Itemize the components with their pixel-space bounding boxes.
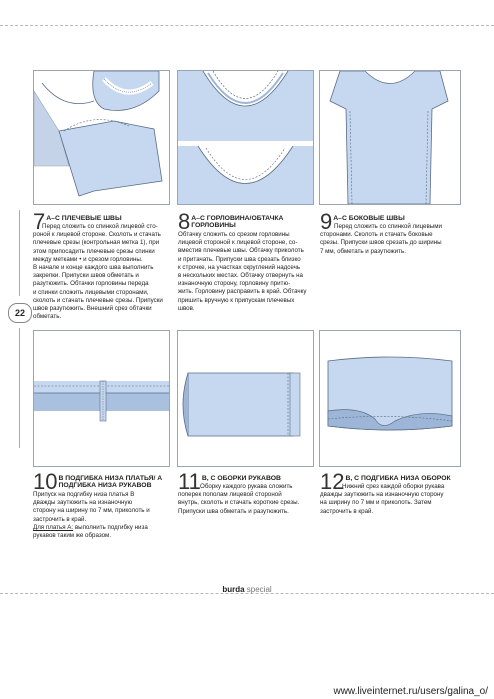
step-number: 11 [178,469,201,494]
step-11 [178,469,318,516]
step-text-line: разутюжить. Обтачки горловины переда [33,280,149,288]
step-text-line: Перед сложить со спинкой лицевой сто- [42,223,158,230]
illustration-dress-hem [33,330,170,467]
step-number: 12 [320,469,345,494]
step-text-line: поперек пополам лицевой стороной [178,491,282,499]
step-text-line: срезы. Припуски швов срезать до ширины [320,239,442,247]
illustration-ruffle-hem [319,330,461,467]
step-text-line: вместив плечевые швы. Обтачку приколоть [178,247,304,255]
step-text-line: лицевой стороной к лицевой стороне, со- [178,239,298,247]
step-title: А–С ГОРЛОВИНА/ОБТАЧКА ГОРЛОВИНЫ [191,215,284,230]
illustration-shoulder-seams [33,70,170,205]
page-number: 22 [8,303,32,323]
step-number: 7 [33,209,46,234]
step-title: В, С ОБОРКИ РУКАВОВ [201,475,281,482]
step-number: 9 [320,209,333,234]
illustration-sleeve-ruffles [177,330,314,467]
step-text-line: и спинки сложить лицевыми сторонами, [33,288,149,296]
step-text-line: сколоть и стачать плечевые срезы. Припуски [33,296,163,304]
step-text-line: обметать. [33,313,62,321]
step-text-line: в нескольких местах. Обтачку отвернуть на [178,272,303,280]
step-text-line: дважды заутюжить на изнаночную [33,499,133,507]
step-text-line: Перед сложить со спинкой лицевыми [334,223,442,230]
step-8 [178,209,316,313]
step-12 [320,469,462,516]
step-title: А–С БОКОВЫЕ ШВЫ [333,215,405,222]
brand-name: burda [222,585,245,594]
step-text-line: В начале и конце каждого шва выполнить [33,264,154,272]
illustration-side-seams [319,70,461,205]
step-title: В, С ПОДГИБКА НИЗА ОБОРОК [345,475,451,482]
step-text-line: изнаночную сторону, горловину притю- [178,280,291,288]
step-text-line: внутрь, сколоть и стачать короткие срезы. [178,499,300,507]
step-text-line: сторону на ширину по 7 мм, приколоть и [33,507,150,515]
step-title: А–С ПЛЕЧЕВЫЕ ШВЫ [46,215,122,222]
step-number: 8 [178,209,191,234]
step-text-line: рукавов таким же образом. [33,532,112,540]
step-text-line: выполнить подгибку низа [73,523,148,531]
step-text-line: Оборку каждого рукава сложить [200,483,293,490]
step-text-line: пришить вручную к припускам плечевых [178,296,295,304]
step-text-line: застрочить в край. [33,515,87,523]
top-dashed-rule [0,25,494,26]
step-10 [33,469,173,540]
margin-line [19,210,20,296]
step-text-line: застрочить в край. [320,507,374,515]
step-title: В ПОДГИБКА НИЗА ПЛАТЬЯ/ А ПОДГИБКА НИЗА РУКАВОВ [58,475,163,490]
step-text-line: жить. Горловину расправить в край. Обтачку [178,288,307,296]
step-text-line: Обтачку сложить со срезом горловины [178,231,290,238]
step-text-line: роной к лицевой стороне. Сколоть и стачать [33,231,161,239]
note-label: Для платья А: [33,523,74,531]
step-text-line: швов. [178,304,195,312]
step-number: 10 [33,469,58,494]
step-text-line: 7 мм, обметать и разутюжить. [320,247,406,255]
step-text-line: плечевые срезы (контрольная метка 1), при [33,239,160,247]
step-text-line: Припуски шва обметать и разутюжить. [178,507,289,515]
site-watermark: www.liveinternet.ru/users/galina_o/ [333,686,488,697]
step-text-line: и притачать. Припуски шва срезать близко [178,255,301,263]
step-text-line: этом припосадить плечевые срезы спинки [33,247,155,255]
step-text-line: дважды заутюжить на изнаночную сторону [320,491,444,499]
footer-brand [0,585,494,594]
margin-line [19,328,20,448]
step-text-line: Припуск на подгибку низа платья В [33,491,135,498]
step-9 [320,209,460,256]
step-text-line: к строчке, на участках скруглений надсечь [178,263,301,271]
step-text-line: между метками • и срезом горловины. [33,255,143,263]
illustration-neckline-facing [177,70,314,205]
step-text-line: швов разутюжить. Внешний срез обтачки [33,305,152,313]
step-text-line: сторонами. Сколоть и стачать боковые [320,231,433,239]
step-text-line: на ширину по 7 мм и приколоть. Затем [320,499,432,507]
brand-suffix: special [246,585,272,594]
step-text-line: Нижний срез каждой оборки рукава [342,483,445,490]
step-7 [33,209,171,321]
step-text-line: закрепки. Припуски швов обметать и [33,272,139,280]
